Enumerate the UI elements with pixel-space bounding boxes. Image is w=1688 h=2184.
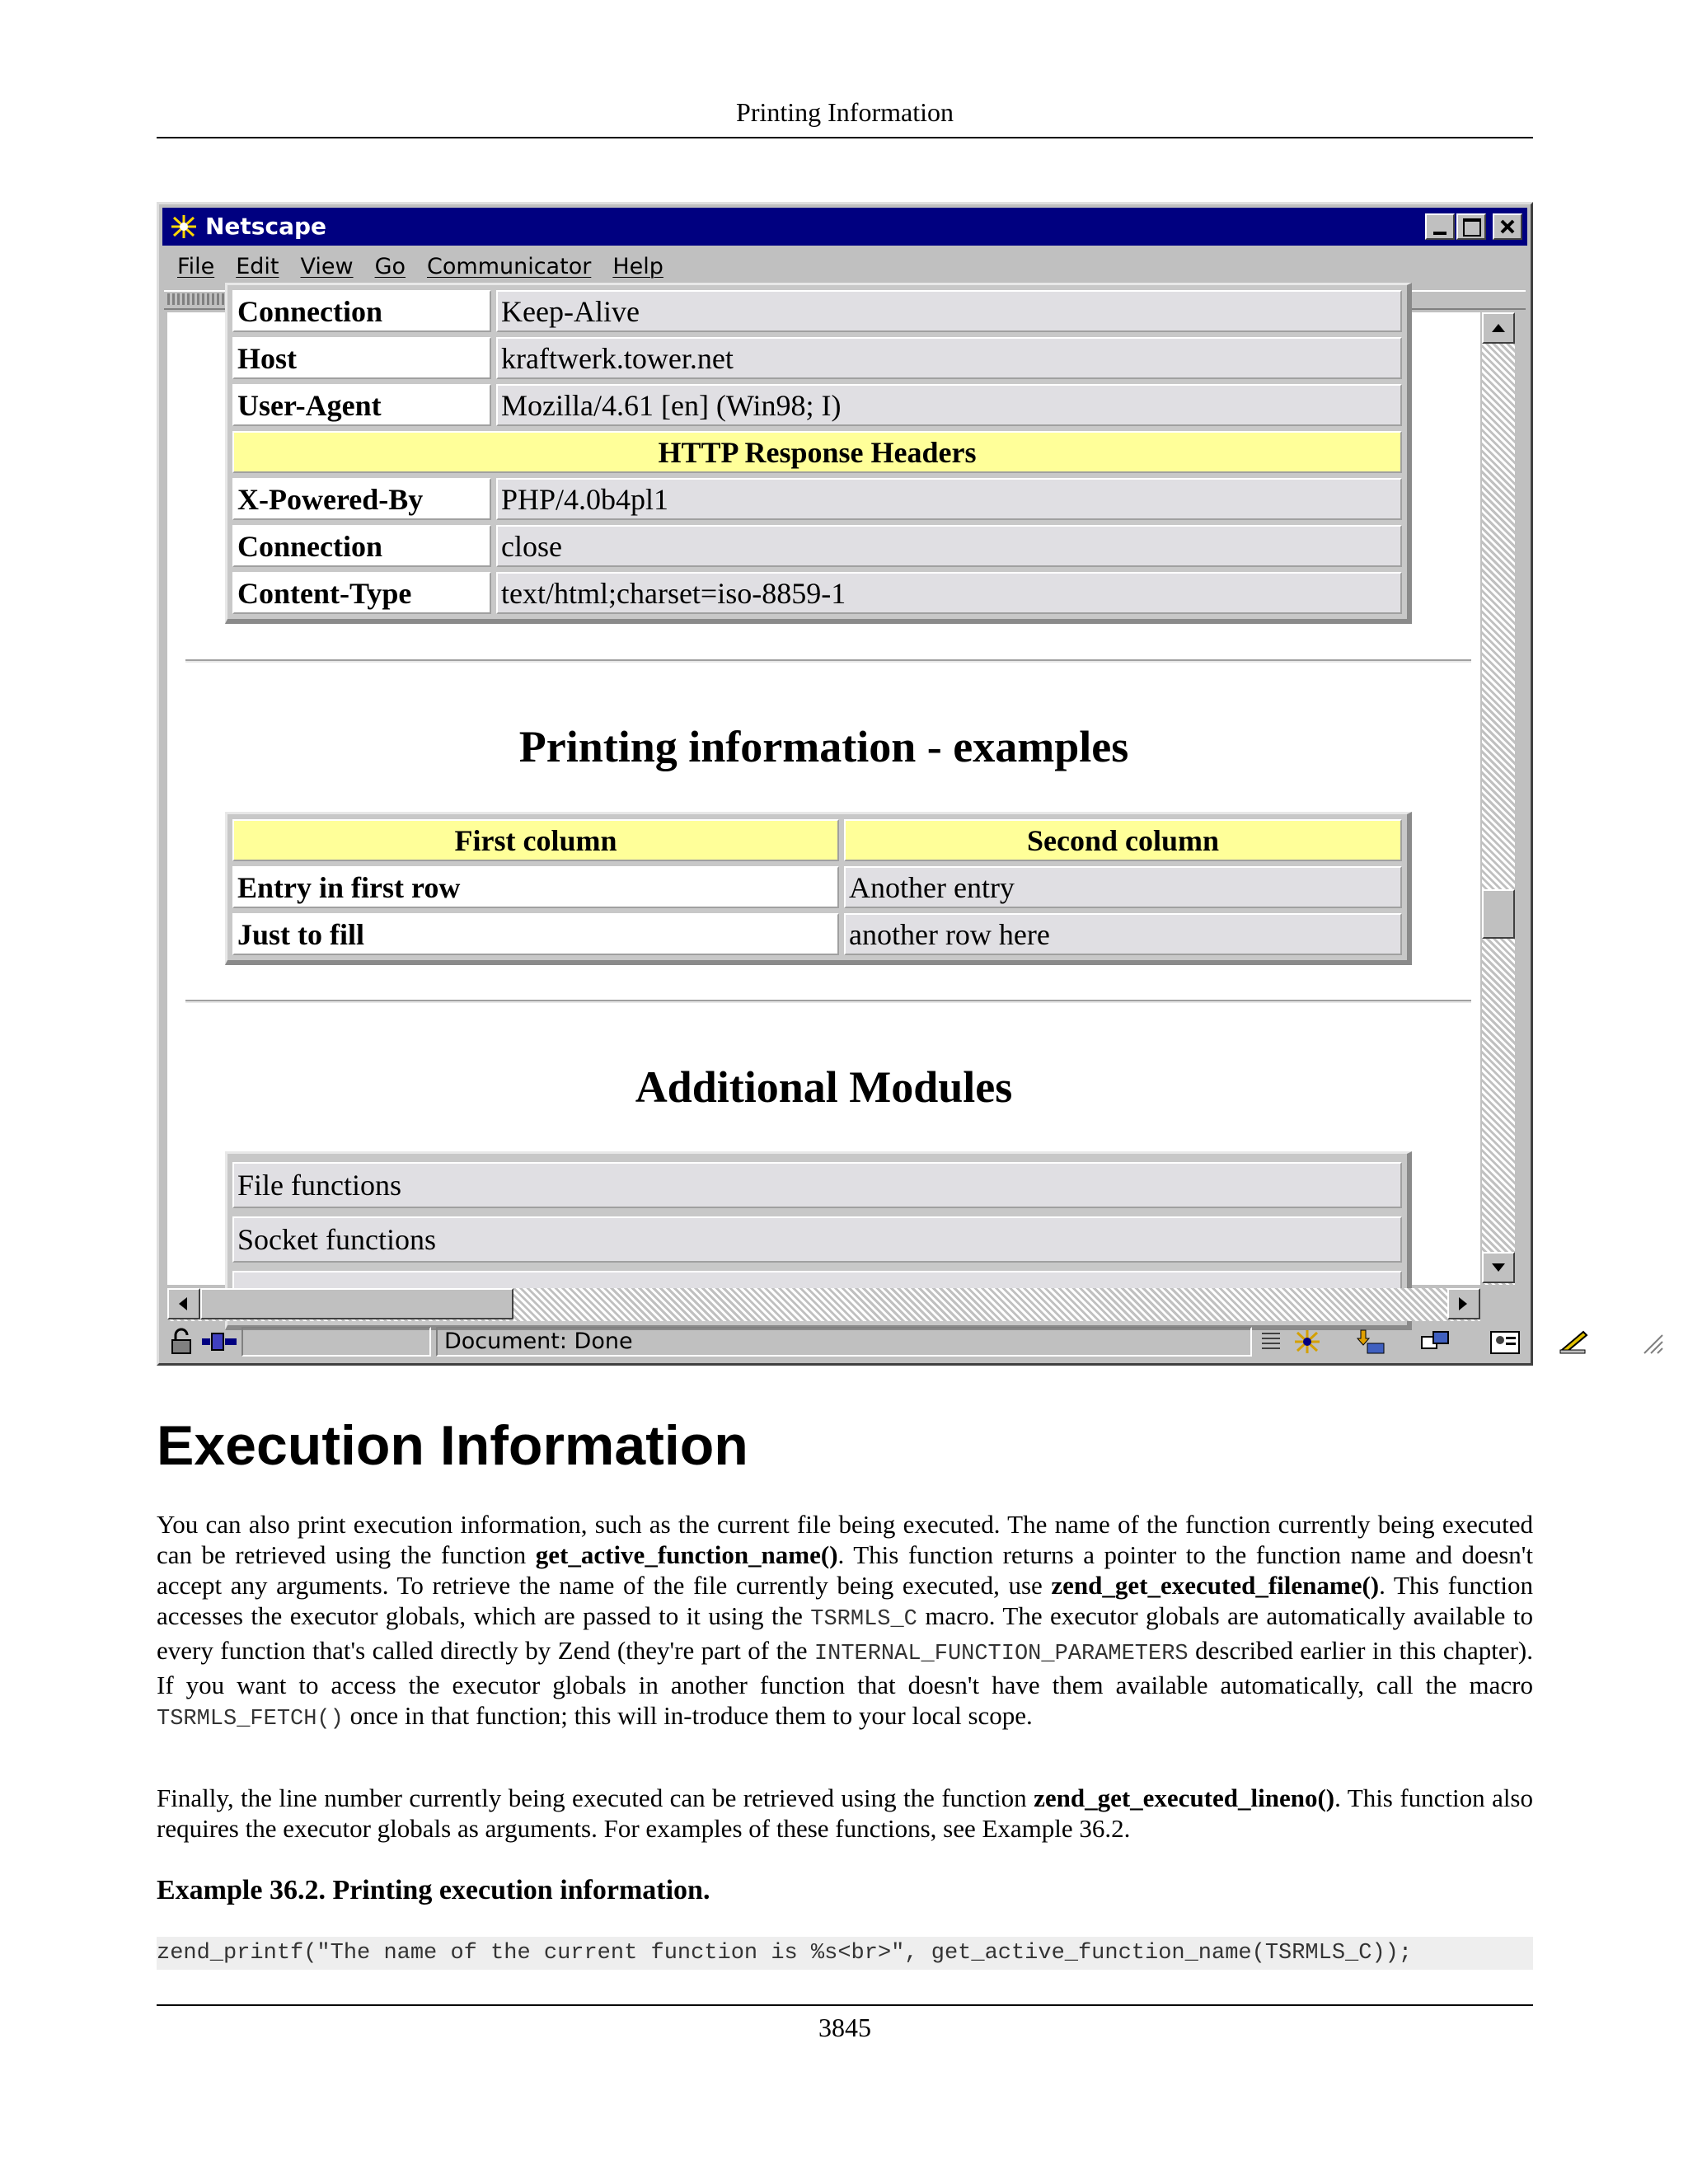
page-header: Printing Information: [736, 97, 954, 127]
header-value: text/html;charset=iso-8859-1: [496, 572, 1402, 614]
arrow-up-icon: [1484, 314, 1513, 342]
maximize-button[interactable]: [1456, 213, 1486, 240]
inline-code: INTERNAL_FUNCTION_PARAMETERS: [814, 1642, 1189, 1666]
document-info-icon[interactable]: [1259, 1329, 1283, 1355]
composer-icon[interactable]: [1559, 1329, 1590, 1355]
connection-plug-icon[interactable]: [200, 1329, 238, 1355]
header-rule: [157, 137, 1533, 138]
header-key: Content-Type: [232, 572, 491, 614]
navigator-icon[interactable]: [1292, 1329, 1323, 1355]
page-number: 3845: [818, 2013, 871, 2042]
text-run: You can also print execution information, such as the current file being executed. The name of the function currently being executed can be retrieved using the function: [157, 1510, 1533, 1569]
address-book-icon[interactable]: [1489, 1329, 1521, 1355]
menu-help[interactable]: Help: [612, 254, 663, 279]
discussion-icon[interactable]: [1420, 1329, 1451, 1355]
scroll-right-button[interactable]: [1447, 1288, 1480, 1319]
header-key: Connection: [232, 525, 491, 567]
menu-edit[interactable]: Edit: [236, 254, 279, 279]
column-header: First column: [232, 819, 839, 861]
header-value: close: [496, 525, 1402, 567]
section-title: Execution Information: [157, 1414, 748, 1477]
scroll-down-button[interactable]: [1482, 1252, 1515, 1283]
text-run: described earlier in this chapter). If you want to access the executor globals in another function that doesn't have them available automatically, call the macro: [157, 1636, 1533, 1699]
text-run: once in that function; this will in-troduce them to your local scope.: [343, 1701, 1033, 1730]
window-title: Netscape: [205, 213, 326, 240]
paragraph-execution-info: [157, 1509, 1533, 1735]
arrow-down-icon: [1484, 1254, 1513, 1282]
function-name: zend_get_executed_lineno(): [1034, 1783, 1335, 1812]
page-viewport: [167, 294, 1480, 1285]
function-name: zend_get_executed_filename(): [1051, 1571, 1380, 1600]
horizontal-scrollbar[interactable]: [167, 1288, 1480, 1321]
netscape-logo-icon: [169, 213, 199, 240]
function-name: get_active_function_name(): [535, 1540, 838, 1569]
browser-window: [157, 202, 1533, 1366]
menu-go[interactable]: Go: [374, 254, 406, 279]
header-key: Host: [232, 337, 491, 379]
menu-bar: [166, 249, 673, 285]
text-run: . This function returns a pointer to the function name and doesn't accept any arguments. To retrieve the name of the file currently being executed, use: [157, 1540, 1533, 1600]
horizontal-rule: [185, 1000, 1471, 1003]
security-lock-icon[interactable]: [166, 1329, 197, 1355]
http-headers-table: [225, 283, 1412, 624]
close-icon: [1499, 218, 1516, 235]
table-cell: Another entry: [844, 866, 1402, 908]
table-row: [232, 337, 1402, 379]
column-header: Second column: [844, 819, 1402, 861]
inline-code: TSRMLS_C: [810, 1607, 917, 1632]
horizontal-rule: [185, 659, 1471, 663]
arrow-right-icon: [1449, 1290, 1479, 1318]
table-row: [232, 819, 1402, 861]
header-key: User-Agent: [232, 384, 491, 426]
table-row: [232, 290, 1402, 332]
table-row: [232, 478, 1402, 520]
horizontal-scroll-thumb[interactable]: [200, 1288, 513, 1319]
scroll-left-button[interactable]: [167, 1288, 200, 1319]
table-row: [232, 572, 1402, 614]
minimize-icon: [1433, 232, 1447, 235]
resize-grip-icon[interactable]: [1638, 1329, 1664, 1355]
module-item: Socket functions: [232, 1216, 1402, 1263]
code-block: zend_printf("The name of the current function is %s<br>", get_active_function_name(TSRMLS_C));: [157, 1937, 1533, 1970]
module-item: File functions: [232, 1162, 1402, 1208]
title-bar: [162, 208, 1527, 246]
progress-cell: [241, 1327, 431, 1357]
header-key: Connection: [232, 290, 491, 332]
modules-heading: Additional Modules: [635, 1062, 1013, 1112]
close-button[interactable]: [1493, 213, 1522, 240]
header-value: Keep-Alive: [496, 290, 1402, 332]
examples-heading: Printing information - examples: [518, 722, 1129, 771]
footer-rule: [157, 2004, 1533, 2006]
table-row: [232, 431, 1402, 473]
text-run: Finally, the line number currently being executed can be retrieved using the function: [157, 1783, 1034, 1812]
inline-code: TSRMLS_FETCH(): [157, 1707, 344, 1732]
table-row: [232, 525, 1402, 567]
mail-icon[interactable]: [1354, 1329, 1386, 1355]
table-row: [232, 384, 1402, 426]
vertical-scroll-thumb[interactable]: [1482, 889, 1515, 939]
status-bar: [162, 1324, 1527, 1361]
menu-file[interactable]: File: [177, 254, 215, 279]
menu-communicator[interactable]: Communicator: [427, 254, 592, 279]
table-row: [232, 866, 1402, 908]
paragraph-line-number: [157, 1783, 1533, 1844]
table-cell: Just to fill: [232, 913, 839, 955]
text-run: macro. The executor globals are automatically available to every function that's called directly by Zend (they're part of the: [157, 1601, 1533, 1665]
table-cell: Entry in first row: [232, 866, 839, 908]
header-value: Mozilla/4.61 [en] (Win98; I): [496, 384, 1402, 426]
text-run: . This function also requires the executor globals as arguments. For examples of these functions, see Example 36.2.: [157, 1783, 1533, 1843]
menu-view[interactable]: View: [300, 254, 354, 279]
text-run: . This function accesses the executor globals, which are passed to it using the: [157, 1571, 1533, 1630]
example-title: Example 36.2. Printing execution information.: [157, 1875, 710, 1905]
table-row: [232, 913, 1402, 955]
table-cell: another row here: [844, 913, 1402, 955]
arrow-left-icon: [169, 1290, 199, 1318]
header-key: X-Powered-By: [232, 478, 491, 520]
vertical-scrollbar[interactable]: [1482, 312, 1515, 1285]
table-row: [232, 1216, 1402, 1263]
table-row: [232, 1162, 1402, 1208]
status-text-cell: [436, 1327, 1252, 1357]
header-value: PHP/4.0b4pl1: [496, 478, 1402, 520]
status-text: Document: Done: [444, 1329, 633, 1354]
minimize-button[interactable]: [1425, 213, 1455, 240]
maximize-icon: [1463, 218, 1481, 237]
scroll-up-button[interactable]: [1482, 312, 1515, 344]
examples-table: [225, 812, 1412, 965]
response-headers-title: HTTP Response Headers: [232, 431, 1402, 473]
header-value: kraftwerk.tower.net: [496, 337, 1402, 379]
